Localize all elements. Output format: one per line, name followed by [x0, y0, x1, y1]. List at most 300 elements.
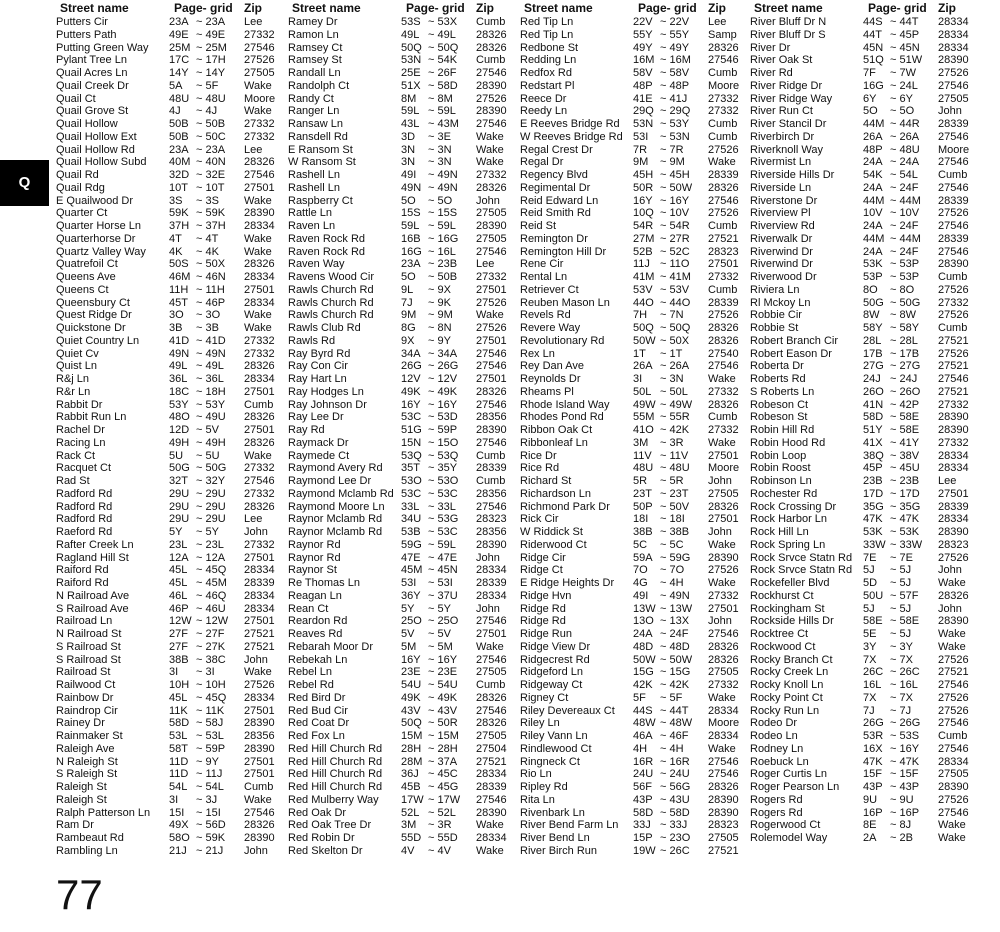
street-name: Rock Harbor Ln [750, 513, 828, 526]
page-grid-end: ~ 9M [428, 309, 453, 322]
index-column-1 [56, 1, 288, 858]
street-entry [520, 322, 752, 335]
page-grid-end: ~ 7E [890, 551, 913, 564]
page-grid-start: 26G [401, 360, 422, 373]
street-entry [750, 717, 982, 730]
zip-code: Lee [244, 16, 263, 28]
page-grid-end: ~ 15I [196, 806, 221, 819]
page-grid-start: 17D [863, 487, 884, 500]
street-entry [520, 54, 752, 67]
page-grid-start: 7J [863, 704, 875, 717]
page-grid-start: 9U [863, 793, 878, 806]
street-entry [56, 501, 288, 514]
page-grid-start: 17B [863, 347, 883, 360]
zip-code: 27546 [938, 806, 969, 819]
page-grid-end: ~ 53V [660, 283, 690, 296]
street-entry [288, 552, 520, 565]
page-grid-end: ~ 23E [428, 666, 458, 679]
zip-code: Moore [708, 79, 740, 92]
page-grid-end: ~ 53C [428, 487, 458, 500]
page-grid-start: 29Q [633, 105, 654, 118]
street-entry [288, 832, 520, 845]
street-name: Roger Pearson Ln [750, 781, 840, 793]
zip-code: 27501 [708, 449, 739, 462]
street-name: Queensbury Ct [56, 296, 130, 309]
zip-code: 28390 [244, 207, 275, 220]
page-grid-end: ~ 28L [890, 334, 918, 347]
page-grid-end: ~ 26O [890, 385, 921, 398]
page-grid-start: 3N [401, 156, 416, 169]
zip-code: 27505 [938, 92, 969, 105]
street-entry [288, 794, 520, 807]
zip-code: John [476, 602, 500, 615]
page-grid-start: 9L [401, 283, 414, 296]
street-entry [750, 437, 982, 450]
zip-code: 28339 [476, 577, 507, 589]
page-grid-start: 13O [633, 615, 654, 628]
street-name: Rio Ln [520, 768, 552, 781]
street-name: S Railroad St [56, 653, 121, 666]
page-grid-start: 53R [863, 730, 884, 742]
page-grid-start: 59G [401, 538, 422, 551]
page-grid-end: ~ 32Y [196, 475, 226, 487]
page-grid-end: ~ 11J [196, 768, 223, 781]
street-entry [288, 309, 520, 322]
zip-code: John [708, 526, 732, 538]
street-name: Riverview Pl [750, 207, 811, 220]
page-grid-start: 55M [633, 411, 655, 424]
street-name: Re Thomas Ln [288, 577, 360, 589]
street-name: Reedy Ln [520, 105, 568, 118]
street-entry [520, 807, 752, 820]
zip-code: 27505 [244, 67, 275, 79]
street-name: Red Oak Tree Dr [288, 819, 372, 832]
street-name: Reagan Ln [288, 589, 342, 602]
zip-code: 27546 [708, 194, 739, 207]
street-name: Rawls Church Rd [288, 309, 374, 322]
page-grid-end: ~ 49W [660, 398, 693, 411]
street-name: Raynor Mclamb Rd [288, 513, 383, 526]
zip-code: 27521 [938, 334, 969, 347]
page-grid-end: ~ 29Q [660, 105, 691, 118]
zip-code: 27501 [476, 334, 507, 347]
street-entry [288, 80, 520, 93]
street-entry [520, 501, 752, 514]
page-grid-end: ~ 18H [196, 385, 226, 398]
street-name: Ramsey Ct [288, 41, 343, 54]
street-entry [520, 794, 752, 807]
street-name: Rockingham St [750, 602, 825, 615]
street-entry [520, 564, 752, 577]
page-grid-start: 49W [633, 398, 656, 411]
page-grid-end: ~ 16Y [428, 398, 458, 411]
street-entry [750, 105, 982, 118]
page-grid-start: 12D [169, 424, 190, 436]
street-name: Red Bird Dr [288, 691, 346, 704]
zip-code: 28334 [938, 513, 969, 526]
page-grid-end: ~ 5J [890, 628, 912, 640]
page-grid-end: ~ 5F [196, 79, 219, 92]
street-entry [288, 666, 520, 679]
page-grid-start: 3M [633, 436, 649, 449]
zip-code: Wake [708, 742, 736, 755]
page-grid-start: 50B [169, 118, 189, 130]
street-name: Riverside Ln [750, 181, 812, 194]
zip-code: Wake [476, 640, 504, 653]
street-entry [288, 169, 520, 182]
zip-code: 27521 [938, 385, 969, 398]
page-grid-end: ~ 48U [660, 462, 690, 475]
street-entry [288, 679, 520, 692]
zip-code: 28390 [476, 79, 507, 92]
street-entry [750, 54, 982, 67]
page-grid-start: 43P [633, 793, 653, 806]
header-zip: Zip [476, 1, 494, 15]
street-entry [520, 513, 752, 526]
street-name: Regal Crest Dr [520, 143, 593, 156]
street-entry [520, 169, 752, 182]
page-grid-end: ~ 5U [196, 449, 220, 462]
zip-code: 28326 [708, 500, 739, 513]
street-name: Rebarah Moor Dr [288, 640, 373, 653]
page-grid-end: ~ 54K [428, 54, 458, 67]
zip-code: Cumb [938, 271, 968, 283]
zip-code: 28326 [476, 717, 507, 730]
street-name: Red Coat Dr [288, 717, 350, 730]
street-name: Ribbonleaf Ln [520, 436, 588, 449]
column-header [56, 1, 288, 16]
zip-code: 28334 [938, 28, 969, 41]
page-grid-end: ~ 16Y [890, 742, 920, 755]
page-grid-start: 7R [633, 143, 648, 156]
zip-code: John [476, 551, 500, 564]
street-entry [56, 105, 288, 118]
zip-code: 28339 [938, 500, 969, 513]
street-name: Raleigh St [56, 781, 107, 793]
page-grid-start: 45M [401, 564, 423, 577]
page-grid-start: 23A [169, 16, 189, 28]
street-entry [288, 488, 520, 501]
street-entry [56, 195, 288, 208]
street-name: Rock Srvce Statn Rd [750, 564, 853, 577]
page-grid-start: 3M [401, 819, 417, 832]
zip-code: 28334 [476, 564, 507, 577]
street-entry [56, 335, 288, 348]
street-entry [750, 590, 982, 603]
zip-code: Wake [708, 156, 736, 169]
street-entry [56, 692, 288, 705]
page-grid-start: 27F [169, 628, 188, 640]
zip-code: 27332 [476, 271, 507, 283]
page-grid-start: 11D [169, 755, 189, 768]
page-grid-end: ~ 10V [660, 207, 690, 220]
zip-code: 27546 [476, 347, 507, 360]
street-name: Quarterhorse Dr [56, 232, 136, 245]
street-name: Quail Creek Dr [56, 79, 129, 92]
zip-code: 28323 [938, 538, 969, 551]
page-grid-end: ~ 5C [660, 538, 684, 551]
page-grid-start: 7X [863, 691, 877, 704]
page-grid-end: ~ 49N [660, 589, 690, 602]
street-entry [288, 513, 520, 526]
street-name: River Oak St [750, 54, 813, 67]
street-entry [56, 756, 288, 769]
street-name: Ray Con Cir [288, 360, 348, 373]
page-grid-end: ~ 41D [196, 334, 226, 347]
page-grid-start: 45L [169, 691, 188, 704]
page-grid-start: 28M [401, 755, 423, 768]
zip-code: John [244, 526, 268, 538]
page-grid-start: 15N [401, 436, 422, 449]
header-page-grid: Page- grid [174, 1, 233, 15]
zip-code: Cumb [708, 283, 738, 296]
street-entry [750, 819, 982, 832]
street-name: Quail Acres Ln [56, 67, 128, 79]
street-entry [56, 42, 288, 55]
page-grid-start: 5M [401, 640, 417, 653]
zip-code: Wake [476, 844, 504, 857]
zip-code: 27501 [244, 768, 275, 781]
street-entry [750, 399, 982, 412]
street-name: Riley Ln [520, 717, 560, 730]
street-entry [288, 105, 520, 118]
page-grid-start: 53I [401, 577, 417, 589]
page-grid-start: 50W [633, 334, 656, 347]
page-grid-end: ~ 47K [890, 755, 920, 768]
zip-code: Wake [476, 143, 504, 156]
street-entry [288, 628, 520, 641]
street-entry [520, 195, 752, 208]
zip-code: 27332 [476, 169, 507, 181]
page-grid-start: 53K [863, 258, 883, 271]
street-name: Rainmaker St [56, 730, 123, 742]
street-name: River Run Ct [750, 105, 813, 118]
page-grid-end: ~ 53Y [660, 118, 690, 130]
page-grid-end: ~ 27R [660, 232, 690, 245]
page-grid-end: ~ 50B [428, 271, 458, 283]
page-grid-end: ~ 48U [890, 143, 920, 156]
street-entry [288, 93, 520, 106]
page-grid-end: ~ 5V [196, 424, 219, 436]
zip-code: Wake [244, 232, 272, 245]
page-grid-start: 15S [401, 207, 421, 220]
zip-code: 28390 [938, 258, 969, 271]
street-entry [750, 603, 982, 616]
zip-code: 27332 [708, 424, 739, 436]
street-name: River Ridge Dr [750, 79, 823, 92]
zip-code: 28334 [708, 730, 739, 742]
zip-code: 28326 [708, 640, 739, 653]
page-grid-start: 43V [401, 704, 421, 717]
page-grid-end: ~ 5F [660, 691, 683, 704]
street-name: Ridge Ct [520, 564, 563, 577]
zip-code: 28326 [476, 181, 507, 194]
street-entry [520, 93, 752, 106]
page-grid-end: ~ 25M [196, 41, 227, 54]
zip-code: 28390 [938, 424, 969, 436]
street-name: Raven Rock Rd [288, 245, 366, 258]
page-grid-start: 53K [863, 526, 883, 538]
street-entry [56, 628, 288, 641]
zip-code: 27526 [244, 54, 275, 67]
street-name: Rashell Ln [288, 181, 340, 194]
street-name: Raymond Mclamb Rd [288, 487, 394, 500]
street-entry [520, 80, 752, 93]
street-name: Putters Path [56, 28, 117, 41]
street-entry [288, 233, 520, 246]
page-grid-end: ~ 49N [428, 169, 458, 181]
street-entry [56, 399, 288, 412]
street-name: Ram Dr [56, 819, 94, 832]
page-grid-end: ~ 17W [428, 793, 461, 806]
zip-code: John [476, 194, 500, 207]
street-entry [750, 80, 982, 93]
zip-code: Lee [938, 475, 957, 487]
zip-code: 28390 [476, 538, 507, 551]
page-grid-start: 46A [633, 730, 653, 742]
street-name: Quarter Ct [56, 207, 108, 220]
page-grid-start: 43P [863, 781, 883, 793]
page-grid-end: ~ 43P [890, 781, 920, 793]
zip-code: 27521 [938, 360, 969, 373]
street-entry [288, 335, 520, 348]
street-entry [750, 360, 982, 373]
street-name: Rawls Rd [288, 334, 336, 347]
page-grid-start: 49E [169, 28, 189, 41]
page-grid-end: ~ 58Y [890, 322, 920, 334]
street-entry [288, 781, 520, 794]
page-grid-end: ~ 11H [196, 283, 225, 296]
page-grid-start: 23E [401, 666, 421, 679]
street-name: Rene Cir [520, 258, 564, 271]
page-grid-start: 32D [169, 169, 190, 181]
zip-code: 27505 [476, 730, 507, 742]
page-grid-start: 49N [169, 347, 190, 360]
page-grid-end: ~ 5R [660, 475, 684, 487]
page-grid-start: 53N [401, 54, 422, 67]
zip-code: 27526 [476, 322, 507, 334]
page-grid-end: ~ 15M [428, 730, 459, 742]
street-entry [288, 437, 520, 450]
zip-code: 27526 [938, 691, 969, 704]
street-name: Raleigh Ave [56, 742, 115, 755]
header-street-name: Street name [524, 1, 593, 15]
street-entry [520, 42, 752, 55]
page-grid-start: 27G [863, 360, 884, 373]
zip-code: 27505 [708, 832, 739, 844]
street-entry [750, 794, 982, 807]
page-grid-end: ~ 27K [196, 640, 226, 653]
page-grid-end: ~ 7R [660, 143, 684, 156]
page-grid-start: 7J [401, 296, 413, 309]
zip-code: 28390 [244, 717, 275, 730]
page-grid-end: ~ 54U [428, 679, 458, 691]
page-grid-end: ~ 32E [196, 169, 226, 181]
street-entry [520, 297, 752, 310]
page-grid-start: 45H [633, 169, 654, 181]
page-grid-start: 53P [863, 271, 883, 283]
page-grid-end: ~ 17B [890, 347, 920, 360]
street-entry [56, 819, 288, 832]
index-column-3 [520, 1, 752, 858]
page-grid-start: 3D [401, 130, 416, 143]
zip-code: 27526 [938, 207, 969, 220]
page-grid-start: 54K [863, 169, 883, 181]
page-grid-end: ~ 4J [196, 105, 218, 118]
street-entry [56, 513, 288, 526]
page-grid-end: ~ 16L [428, 245, 456, 258]
zip-code: 28334 [476, 832, 507, 844]
street-entry [56, 717, 288, 730]
page-grid-end: ~ 3N [428, 143, 452, 156]
street-name: Rental Ln [520, 271, 568, 283]
page-grid-end: ~ 7J [890, 704, 912, 717]
street-entry [56, 182, 288, 195]
zip-code: 27546 [938, 373, 969, 385]
page-grid-start: 4H [633, 742, 648, 755]
page-grid-start: 26A [633, 360, 653, 373]
street-name: Riverstone Dr [750, 194, 818, 207]
zip-code: Wake [476, 156, 504, 169]
street-entry [56, 845, 288, 858]
page-grid-start: 16G [401, 245, 422, 258]
street-name: Raynor Rd [288, 538, 341, 551]
page-grid-end: ~ 16R [660, 755, 690, 768]
page-grid-end: ~ 29U [196, 500, 226, 513]
street-entry [520, 488, 752, 501]
street-name: Ralph Patterson Ln [56, 806, 151, 819]
zip-code: 27546 [708, 628, 739, 640]
zip-code: 27546 [476, 793, 507, 806]
street-name: River Dr [750, 41, 791, 54]
page-grid-end: ~ 1T [660, 347, 683, 360]
zip-code: 28326 [708, 322, 739, 334]
street-name: Red Skelton Dr [288, 844, 363, 857]
zip-code: 27546 [708, 755, 739, 768]
page-grid-start: 3S [169, 194, 183, 207]
page-grid-start: 17W [401, 793, 424, 806]
page-grid-start: 50S [169, 258, 189, 271]
street-name: Putting Green Way [56, 41, 149, 54]
street-entry [56, 93, 288, 106]
page-grid-end: ~ 29U [196, 513, 226, 526]
page-grid-start: 44S [633, 704, 653, 717]
street-entry [56, 29, 288, 42]
page-grid-start: 53L [169, 730, 188, 742]
street-entry [56, 169, 288, 182]
page-grid-end: ~ 33J [660, 819, 688, 832]
page-grid-end: ~ 59L [428, 220, 456, 232]
page-grid-end: ~ 44T [660, 704, 689, 717]
street-entry [56, 679, 288, 692]
street-name: Rice Rd [520, 462, 560, 475]
street-entry [288, 730, 520, 743]
column-header [750, 1, 982, 16]
page-grid-start: 45P [863, 462, 883, 475]
street-name: Ray Byrd Rd [288, 347, 351, 360]
street-name: E Ransom St [288, 143, 353, 156]
street-name: Quiet Cv [56, 347, 99, 360]
zip-code: Cumb [476, 449, 506, 462]
zip-code: 27521 [708, 232, 739, 245]
zip-code: Wake [244, 449, 272, 462]
column-header [520, 1, 752, 16]
zip-code: 27501 [244, 181, 275, 194]
page-grid-start: 38Q [863, 449, 884, 462]
page-grid-end: ~ 2B [890, 832, 913, 844]
page-grid-end: ~ 50R [428, 717, 458, 730]
page-grid-start: 44T [863, 28, 882, 41]
